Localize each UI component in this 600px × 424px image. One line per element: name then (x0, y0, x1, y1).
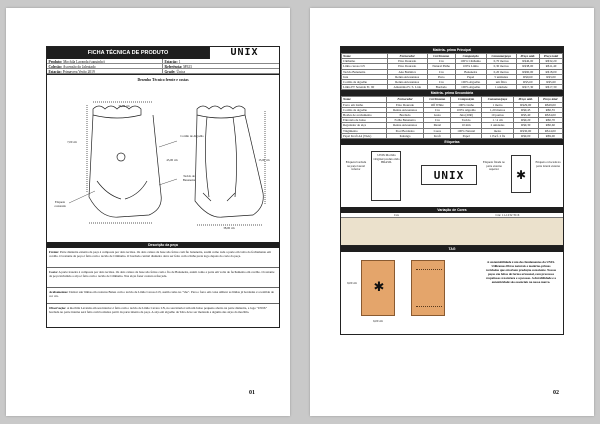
table-cell: 2 unidades (482, 123, 514, 128)
table-cell: R$0,55 (538, 107, 562, 112)
table-cell: 100% Linho (455, 64, 486, 69)
care-label (371, 151, 401, 201)
table-cell: Renna Artesanatos (387, 74, 427, 79)
table-cell: Regulador de alça (342, 123, 387, 128)
table-cell: Eixo Dourado (387, 64, 427, 69)
callout-cord: Cordão de Algodão (180, 134, 204, 138)
secondary-materials-title: Matéria- prima Secundária (341, 90, 563, 96)
tag-back-text-lines (416, 269, 442, 307)
table-cell: Renna Artesanatos (386, 123, 424, 128)
page-number: 02 (553, 390, 559, 396)
table-cell: R$9,00 (538, 133, 562, 138)
bee-label (511, 155, 531, 193)
info-field: Estação:1 (163, 59, 279, 64)
table-cell: Entretela de bolso (342, 118, 387, 123)
desc-back: Costa: A parte traseira é composta por dois tecidos. Os dois cantos da base são feitos com o fio de Bananeira, assim como a parte em volta do fechamento em cordão. O restante da peça incluindo a alça é feito com o tecido de Cânhamo. Nas alças fazer costura reforçada. (47, 268, 279, 288)
table-cell: R$17,30 (516, 85, 539, 90)
table-cell: 1 / 4 cm (482, 118, 514, 123)
table-cell: 100% Algodão (451, 107, 482, 112)
table-cell: Off White (424, 102, 451, 107)
table-cell: Folha Bananeira (386, 118, 424, 123)
table-cell: 100% Algodão (455, 80, 486, 85)
callout-label: Etiqueta costurada (54, 200, 66, 208)
table-cell: Pool Bordados (386, 128, 424, 133)
table-cell: 10 pontos (482, 113, 514, 118)
color-code: Cru: 11-1232 TCX (495, 213, 520, 218)
table-cell: Cru (424, 118, 451, 123)
table-cell: Cânhamo (342, 59, 388, 64)
color-name: Cru (394, 213, 399, 218)
desc-notes: Observação: A mochila Lavanda em seu interior é feita com o tecido de Linho Cavaro LN, no seu interior tem um bolso pequeno aberto na parte dianteira, a logo "UNIX" bordada no parte interna será feita com bordados partir da parte interna da peça. A alça em algodão da TAG deve ser montada a alguma das alças da mochila. (49, 305, 268, 314)
table-cell: Cru (427, 69, 455, 74)
table-cell: Eixo Dourado (387, 59, 427, 64)
table-cell: Forro em Linho (342, 102, 387, 107)
sheet-title: FICHA TÉCNICA DE PRODUTO (47, 47, 209, 59)
table-cell: Papel (451, 133, 482, 138)
table-cell: 5 unidades (486, 74, 516, 79)
table-cell: Renna Artesanatos (387, 80, 427, 85)
table-cell: 1 Pacf. 2 fls (482, 133, 514, 138)
table-cell: R$0,20 (513, 118, 538, 123)
labels-section (341, 145, 563, 207)
info-field: Referência:M923 (163, 64, 279, 69)
table-cell: R$14,00 (538, 128, 562, 133)
secondary-materials-table (341, 96, 563, 139)
table-cell: R$0,45 (513, 107, 538, 112)
table-cell: Renna Artesanatos (386, 107, 424, 112)
table-cell: R$18,00 (539, 69, 562, 74)
table-cell: R$3,40 (513, 113, 538, 118)
table-cell: Kraft (424, 133, 451, 138)
dim-strap-length: 7,00 cm (67, 140, 77, 144)
tech-sheet (46, 46, 280, 328)
materials-sheet (340, 46, 564, 335)
labels-title: Etiquetas (341, 139, 563, 145)
table-header: Nome Fornecedor Cor/Insumo Composição Consumo/peça Preço unit. Preço total (342, 97, 563, 102)
table-cell: Preto (427, 74, 455, 79)
table-cell: Linha PT Serenda Fr. 90 (342, 85, 388, 90)
table-cell: metro (482, 128, 514, 133)
label-note-left: Etiqueta bordada na parte lateral inferior (345, 160, 367, 172)
table-cell: 100% Linho (451, 102, 482, 107)
table-cell: Tecido Bananeira (342, 69, 388, 74)
table-cell: R$46,00 (516, 59, 539, 64)
table-cell: Natural Pinho (427, 64, 455, 69)
table-cell: Papel (455, 74, 486, 79)
bee-icon: ✱ (515, 168, 527, 183)
table-cell: Bordado (427, 85, 455, 90)
info-field: Coleção:Ascensão do Jaleqiado (47, 64, 163, 69)
table-cell: Bananeira (455, 69, 486, 74)
table-cell: R$11,40 (539, 64, 562, 69)
main-materials-table (341, 53, 563, 90)
table-cell: R$0,60 (538, 123, 562, 128)
table-cell: Cru (427, 80, 455, 85)
table-cell: R$90,00 (516, 69, 539, 74)
table-cell: R$3,00 (539, 74, 562, 79)
table-cell: 100% Algodão (455, 85, 486, 90)
table-cell: Tingimento (342, 128, 387, 133)
table-cell: 100% Natural (451, 128, 482, 133)
dim-pocket: 15,00 cm (258, 158, 270, 162)
tag-height-label: 9,00 cm (347, 281, 357, 286)
table-cell: Kalunga (386, 133, 424, 138)
front-view (87, 102, 161, 223)
table-cell: R$34,00 (538, 113, 562, 118)
table-cell: Guza (424, 113, 451, 118)
back-view (195, 106, 265, 225)
table-cell: 0,30 metros (486, 64, 516, 69)
table-cell: 1,20 metros (482, 107, 514, 112)
table-cell: R$0,60 (516, 74, 539, 79)
table-cell: Cordão de algodão (342, 107, 387, 112)
table-cell: Cru (427, 59, 455, 64)
table-cell: R$0,30 (513, 123, 538, 128)
table-cell: R$29,00 (513, 102, 538, 107)
table-cell: Cordão de algodão (342, 80, 388, 85)
table-cell: R$9,00 (513, 133, 538, 138)
table-cell: 1 metro (482, 102, 514, 107)
tag-section (341, 252, 563, 334)
table-cell: 1 unidade (486, 85, 516, 90)
table-cell: Ana Botânica (387, 69, 427, 74)
table-cell: Tecido (451, 118, 482, 123)
dim-side-height: 45,00 cm (166, 158, 178, 162)
care-label-text: UNIX Mochila Original produto mão BRASIL (373, 153, 400, 165)
table-cell: Amazônia Fr. S. Ltda (387, 85, 427, 90)
info-field: Grade:Única (163, 69, 279, 74)
table-cell: Juta (342, 74, 388, 79)
table-cell: 0,20 metros (486, 69, 516, 74)
brand-label: UNIX (421, 165, 477, 185)
table-cell: 100% Cânhamo (455, 59, 486, 64)
callout-fabric: Tecido de Bananeira (182, 174, 196, 182)
technical-drawing (47, 74, 279, 242)
table-cell: R$38,00 (516, 64, 539, 69)
bee-icon: ✱ (373, 279, 385, 295)
table-cell: R$30,00 (513, 128, 538, 133)
desc-front: Frente: Parte dianteira externa da peça é composta por dois tecidos. Os dois cantos da base são feitos com fio bananeira, assim como toda a parte em volta do fechamento em cordão. O restante da peça é feita com o tecido de Cânhamo. O bordado central dianteiro deve ser feito com a linha preta logo depois do corte da peça. (47, 248, 279, 268)
tag-width-label: 6,00 cm (373, 319, 383, 324)
table-cell: Linho caroso LN (342, 64, 388, 69)
table-cell: R$32,20 (539, 59, 562, 64)
table-cell: Botões de acabamento (342, 113, 387, 118)
table-row (342, 133, 563, 138)
table-cell: Metal (424, 123, 451, 128)
table-cell: Papel Kraft A4 (TAG) (342, 133, 387, 138)
table-cell: 10 mm (451, 123, 482, 128)
drawing-title: Desenho Técnico frente e costas (137, 78, 189, 82)
table-cell: R$5,60 (516, 80, 539, 85)
table-cell: Cores (424, 128, 451, 133)
page-number: 01 (249, 390, 255, 396)
main-materials-title: Matéria- prima Principal (341, 47, 563, 53)
page-1 (6, 8, 290, 416)
table-cell: R$29,00 (538, 102, 562, 107)
description-title: Descrição da peça (47, 242, 279, 248)
tag-back (411, 260, 445, 316)
table-cell: Eixo Dourado (386, 102, 424, 107)
dim-bottom-width: 38,00 cm (223, 226, 235, 230)
table-cell: Bordado (386, 113, 424, 118)
table-cell: R$5,60 (539, 80, 562, 85)
brand-logo: UNIX (209, 47, 279, 59)
table-cell: Cru (424, 107, 451, 112)
table-cell: Juta (20R) (451, 113, 482, 118)
table-cell: 0,70 metros (486, 59, 516, 64)
tag-front (361, 260, 395, 316)
label-note-center: Etiqueta fixada no parte externa superior (483, 160, 505, 172)
sheet-header (47, 47, 279, 59)
label-note-right: Etiqueta colocada na parte lateral externa (535, 160, 561, 168)
table-cell: R$17,30 (539, 85, 562, 90)
product-info (47, 59, 279, 74)
color-swatch (341, 218, 563, 246)
info-field: Estação:Primavera Verão 2019 (47, 69, 163, 74)
table-header: Nome Fornecedor Cor/Insumo Composição Consumo/peça Preço unit. Preço total (342, 54, 563, 59)
dim-top-width: 35,00 cm (118, 104, 130, 108)
color-title: Variação de Cores (341, 207, 563, 213)
tag-text: A sustentabilidade é um dos fundamentos da UNIX. Utilizamos fibras naturais e matérias-primas recicladas que envolvem produção consciente. Nossas peças são feitas de forma artesanal, com processos respeitosos à natureza e a pessoas. A durabilidade e a autenticidade são essenciais na nossa marca. (485, 260, 557, 285)
table-cell: um fibra (486, 80, 516, 85)
table-cell: R$0,70 (538, 118, 562, 123)
info-field: Produto:Mochila Lavanda (saquinho) (47, 59, 163, 64)
table-row (342, 85, 563, 90)
desc-finishing: Acabamentos: Deixar sair linhas em costuras Banas com o tecido de Linho Caroso LN, assim como no "vão". Para o forro em coisa utilizar as linhas já bordadas é a textilde de cor cru. (47, 288, 279, 304)
page-2 (310, 8, 594, 416)
tag-title: TAG (341, 246, 563, 252)
